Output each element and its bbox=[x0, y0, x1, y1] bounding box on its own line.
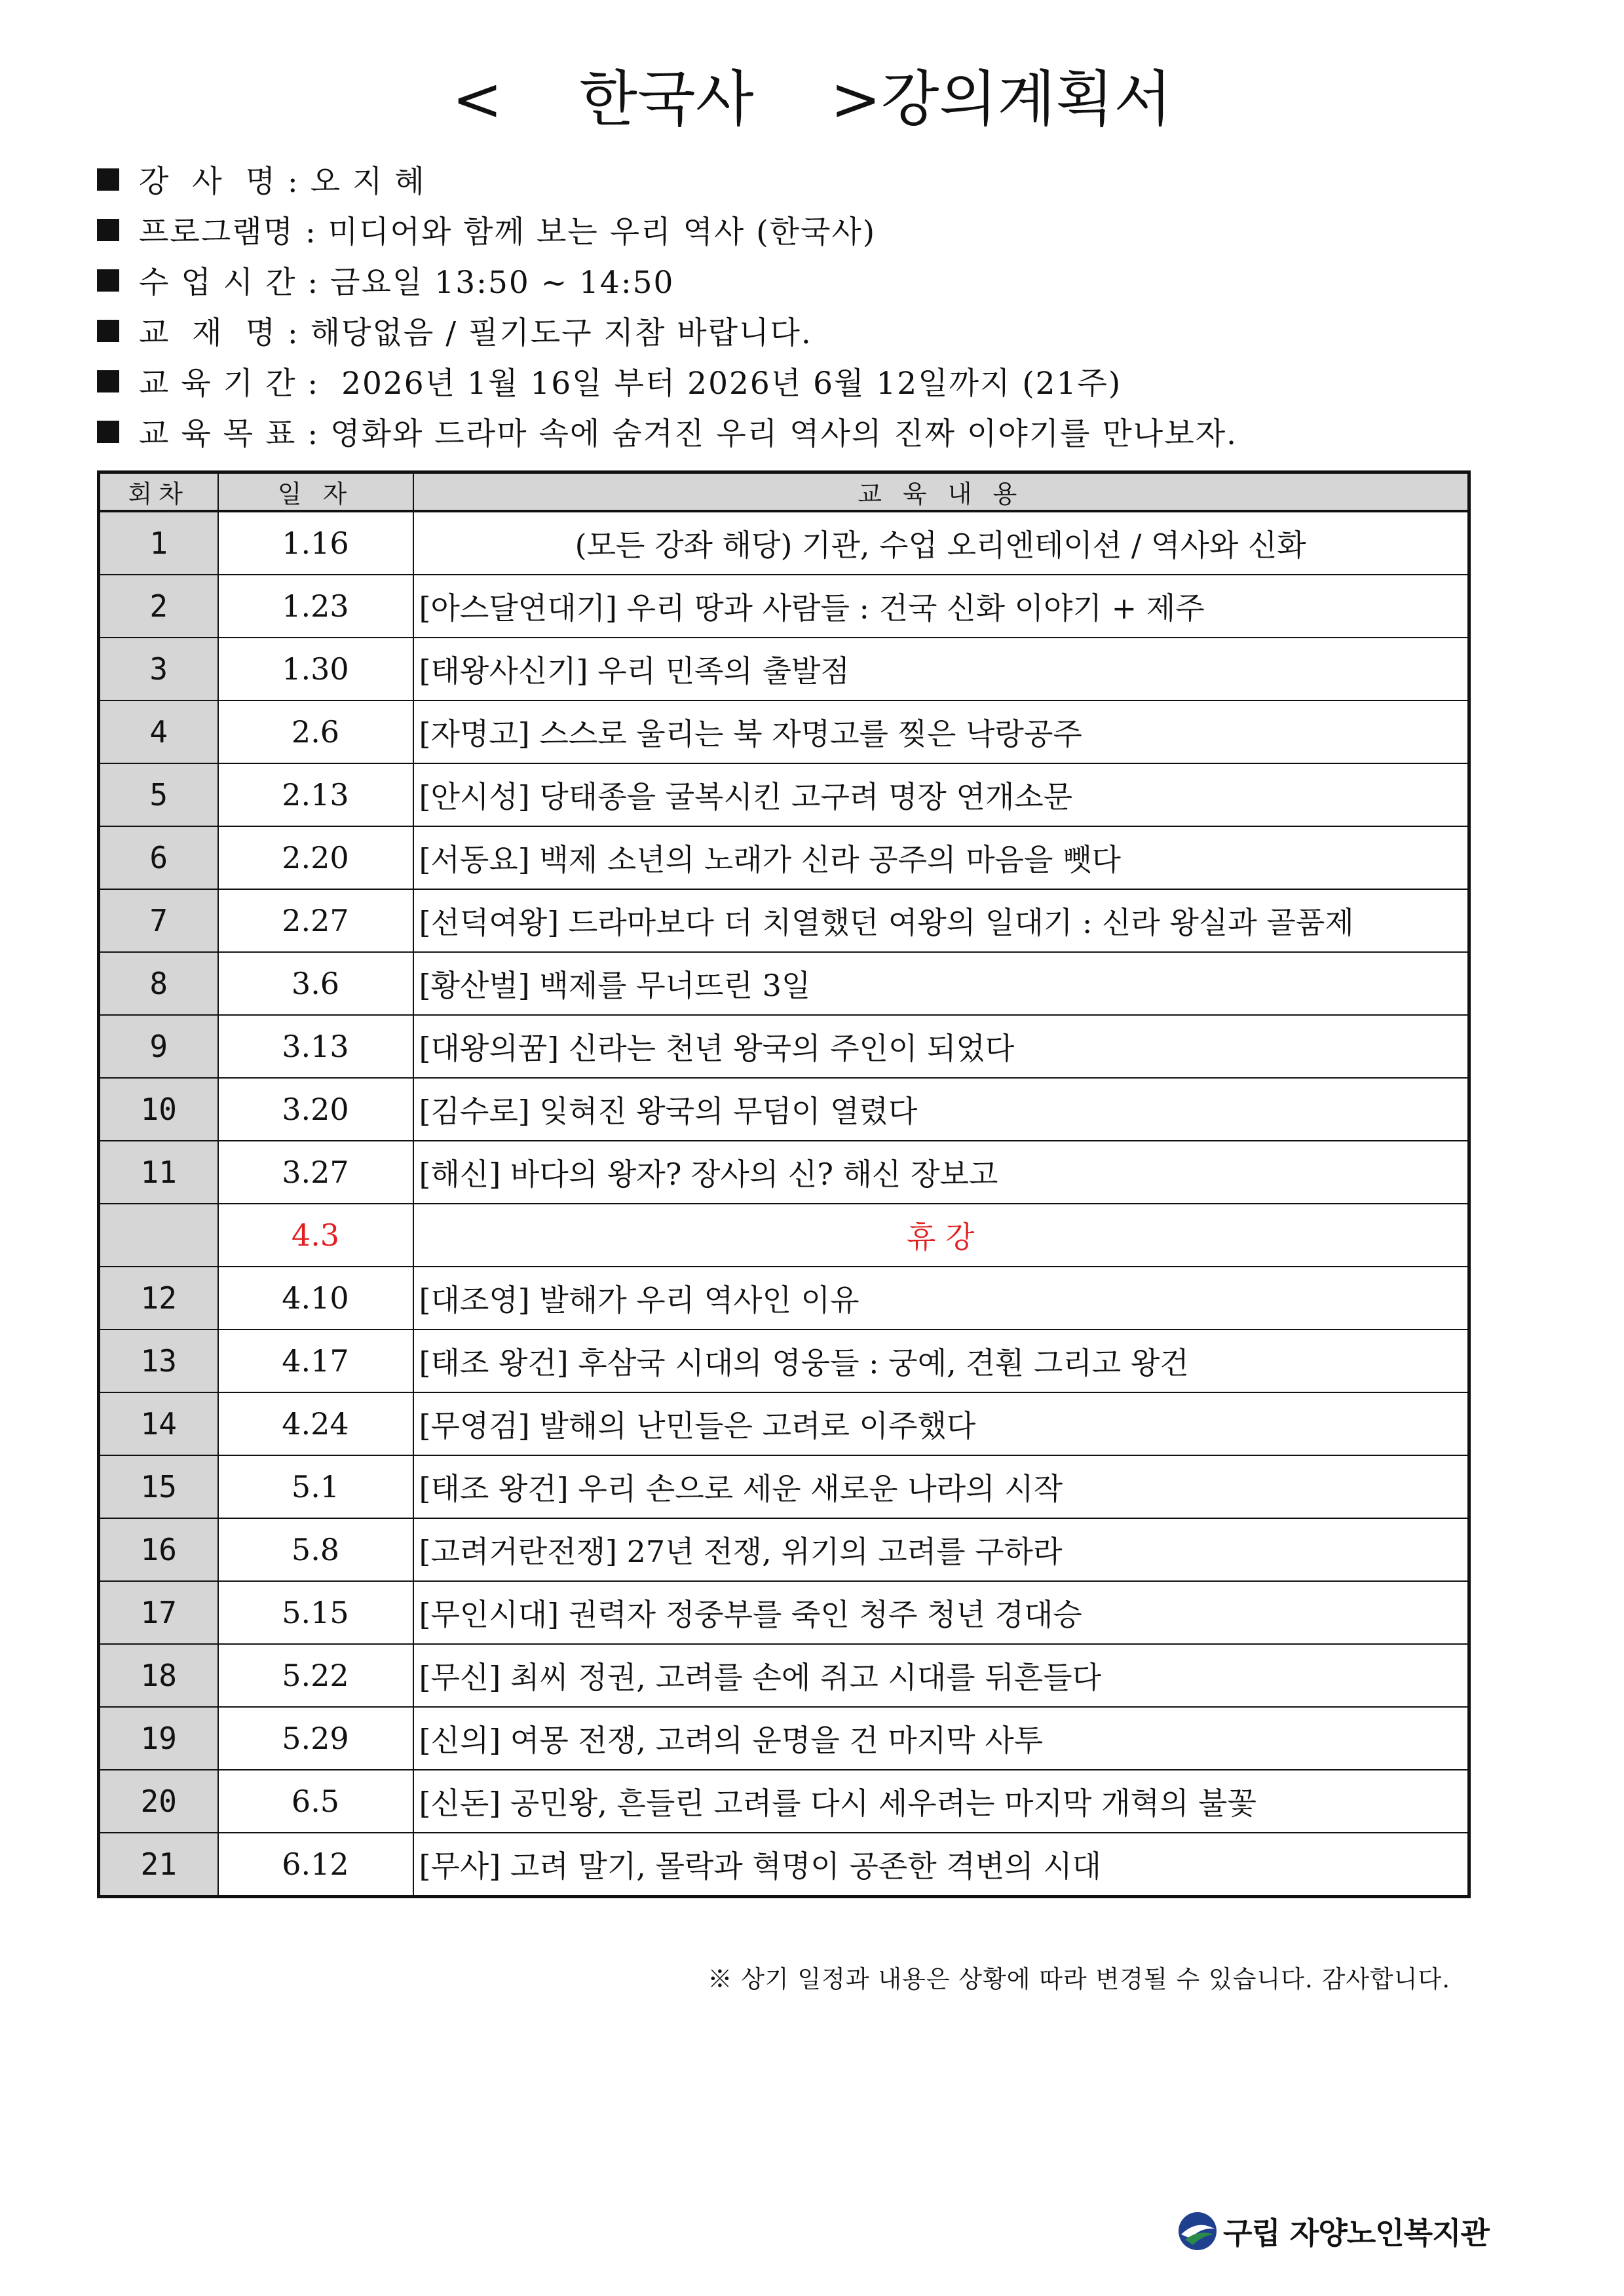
session-number-cell: 21 bbox=[99, 1833, 218, 1897]
date-cell: 4.24 bbox=[218, 1392, 413, 1455]
table-row bbox=[99, 826, 1469, 889]
table-body bbox=[99, 511, 1469, 1897]
content-cell: [무사] 고려 말기, 몰락과 혁명이 공존한 격변의 시대 bbox=[413, 1833, 1469, 1897]
header-content: 교 육 내 용 bbox=[413, 472, 1469, 512]
welfare-center-logo-icon bbox=[1176, 2210, 1219, 2253]
session-number-cell: 2 bbox=[99, 575, 218, 638]
date-cell: 3.13 bbox=[218, 1015, 413, 1078]
info-label: 강 사 명 : bbox=[139, 164, 311, 200]
table-row bbox=[99, 763, 1469, 826]
content-cell: [대왕의꿈] 신라는 천년 왕국의 주인이 되었다 bbox=[413, 1015, 1469, 1078]
session-number-cell: 13 bbox=[99, 1330, 218, 1392]
content-cell: [해신] 바다의 왕자? 장사의 신? 해신 장보고 bbox=[413, 1141, 1469, 1204]
table-row bbox=[99, 1204, 1469, 1267]
content-cell: [태조 왕건] 후삼국 시대의 영웅들 : 궁예, 견훤 그리고 왕건 bbox=[413, 1330, 1469, 1392]
session-number-cell: 18 bbox=[99, 1644, 218, 1707]
content-cell: [신돈] 공민왕, 흔들린 고려를 다시 세우려는 마지막 개혁의 불꽃 bbox=[413, 1770, 1469, 1833]
info-value: 미디어와 함께 보는 우리 역사 (한국사) bbox=[328, 214, 877, 250]
session-number-cell: 7 bbox=[99, 889, 218, 952]
header-session: 회차 bbox=[99, 472, 218, 512]
footnote: ※ 상기 일정과 내용은 상황에 따라 변경될 수 있습니다. 감사합니다. bbox=[708, 1965, 1450, 1993]
table-row bbox=[99, 1455, 1469, 1518]
date-cell: 6.5 bbox=[218, 1770, 413, 1833]
date-cell: 1.30 bbox=[218, 638, 413, 700]
bullet-square-icon bbox=[97, 219, 119, 241]
table-row bbox=[99, 1267, 1469, 1330]
table-row bbox=[99, 1581, 1469, 1644]
session-number-cell: 5 bbox=[99, 763, 218, 826]
date-cell: 4.17 bbox=[218, 1330, 413, 1392]
content-cell: [태조 왕건] 우리 손으로 세운 새로운 나라의 시작 bbox=[413, 1455, 1469, 1518]
table-row bbox=[99, 1644, 1469, 1707]
session-number-cell: 16 bbox=[99, 1518, 218, 1581]
lecture-plan-table bbox=[97, 470, 1471, 1898]
header-date: 일 자 bbox=[218, 472, 413, 512]
date-cell: 5.15 bbox=[218, 1581, 413, 1644]
date-cell: 5.1 bbox=[218, 1455, 413, 1518]
date-cell: 5.8 bbox=[218, 1518, 413, 1581]
session-number-cell: 17 bbox=[99, 1581, 218, 1644]
date-cell: 4.3 bbox=[218, 1204, 413, 1267]
date-cell: 1.16 bbox=[218, 511, 413, 575]
date-cell: 3.6 bbox=[218, 952, 413, 1015]
session-number-cell bbox=[99, 1204, 218, 1267]
session-number-cell: 10 bbox=[99, 1078, 218, 1141]
course-info bbox=[97, 154, 1538, 457]
content-cell: [아스달연대기] 우리 땅과 사람들 : 건국 신화 이야기 + 제주 bbox=[413, 575, 1469, 638]
table-row bbox=[99, 1518, 1469, 1581]
table-row bbox=[99, 700, 1469, 763]
bullet-square-icon bbox=[97, 421, 119, 443]
bullet-square-icon bbox=[97, 168, 119, 191]
session-number-cell: 6 bbox=[99, 826, 218, 889]
table-row bbox=[99, 1141, 1469, 1204]
session-number-cell: 19 bbox=[99, 1707, 218, 1770]
session-number-cell: 11 bbox=[99, 1141, 218, 1204]
organization-logo bbox=[1176, 2205, 1489, 2257]
content-cell: [무영검] 발해의 난민들은 고려로 이주했다 bbox=[413, 1392, 1469, 1455]
table-row bbox=[99, 511, 1469, 575]
table-row bbox=[99, 1015, 1469, 1078]
info-period bbox=[97, 356, 1538, 406]
session-number-cell: 1 bbox=[99, 511, 218, 575]
date-cell: 6.12 bbox=[218, 1833, 413, 1897]
session-number-cell: 3 bbox=[99, 638, 218, 700]
info-value: 2026년 1월 16일 부터 2026년 6월 12일까지 (21주) bbox=[330, 366, 1122, 402]
session-number-cell: 14 bbox=[99, 1392, 218, 1455]
table-row bbox=[99, 952, 1469, 1015]
content-cell: [선덕여왕] 드라마보다 더 치열했던 여왕의 일대기 : 신라 왕실과 골품제 bbox=[413, 889, 1469, 952]
info-label: 교 육 목 표 : bbox=[139, 416, 331, 452]
session-number-cell: 12 bbox=[99, 1267, 218, 1330]
date-cell: 5.29 bbox=[218, 1707, 413, 1770]
session-number-cell: 20 bbox=[99, 1770, 218, 1833]
info-value: 오 지 혜 bbox=[310, 164, 426, 200]
date-cell: 1.23 bbox=[218, 575, 413, 638]
bullet-square-icon bbox=[97, 269, 119, 292]
table-row bbox=[99, 638, 1469, 700]
content-cell: [고려거란전쟁] 27년 전쟁, 위기의 고려를 구하라 bbox=[413, 1518, 1469, 1581]
info-instructor bbox=[97, 154, 1538, 204]
page-title: < 한국사 >강의계획서 bbox=[451, 64, 1173, 134]
content-cell: (모든 강좌 해당) 기관, 수업 오리엔테이션 / 역사와 신화 bbox=[413, 511, 1469, 575]
table-header-row bbox=[99, 472, 1469, 512]
date-cell: 2.6 bbox=[218, 700, 413, 763]
info-value: 해당없음 / 필기도구 지참 바랍니다. bbox=[310, 315, 812, 351]
session-number-cell: 9 bbox=[99, 1015, 218, 1078]
bullet-square-icon bbox=[97, 320, 119, 342]
info-label: 수 업 시 간 : bbox=[139, 265, 331, 301]
table-row bbox=[99, 1078, 1469, 1141]
session-number-cell: 4 bbox=[99, 700, 218, 763]
table-row bbox=[99, 1707, 1469, 1770]
session-number-cell: 15 bbox=[99, 1455, 218, 1518]
table-row bbox=[99, 1330, 1469, 1392]
table-row bbox=[99, 1833, 1469, 1897]
info-label: 교 재 명 : bbox=[139, 315, 311, 351]
date-cell: 2.20 bbox=[218, 826, 413, 889]
content-cell: [안시성] 당태종을 굴복시킨 고구려 명장 연개소문 bbox=[413, 763, 1469, 826]
content-cell: [자명고] 스스로 울리는 북 자명고를 찢은 낙랑공주 bbox=[413, 700, 1469, 763]
date-cell: 2.13 bbox=[218, 763, 413, 826]
content-cell: [서동요] 백제 소년의 노래가 신라 공주의 마음을 뺏다 bbox=[413, 826, 1469, 889]
content-cell: [황산벌] 백제를 무너뜨린 3일 bbox=[413, 952, 1469, 1015]
session-number-cell: 8 bbox=[99, 952, 218, 1015]
table-row bbox=[99, 1770, 1469, 1833]
content-cell: [무신] 최씨 정권, 고려를 손에 쥐고 시대를 뒤흔들다 bbox=[413, 1644, 1469, 1707]
date-cell: 5.22 bbox=[218, 1644, 413, 1707]
content-cell: [대조영] 발해가 우리 역사인 이유 bbox=[413, 1267, 1469, 1330]
content-cell: [신의] 여몽 전쟁, 고려의 운명을 건 마지막 사투 bbox=[413, 1707, 1469, 1770]
date-cell: 3.27 bbox=[218, 1141, 413, 1204]
content-cell: [태왕사신기] 우리 민족의 출발점 bbox=[413, 638, 1469, 700]
table-row bbox=[99, 575, 1469, 638]
date-cell: 3.20 bbox=[218, 1078, 413, 1141]
table-row bbox=[99, 889, 1469, 952]
organization-name: 구립 자양노인복지관 bbox=[1223, 2215, 1489, 2251]
content-cell: [무인시대] 권력자 정중부를 죽인 청주 청년 경대승 bbox=[413, 1581, 1469, 1644]
info-value: 영화와 드라마 속에 숨겨진 우리 역사의 진짜 이야기를 만나보자. bbox=[330, 416, 1238, 452]
info-value: 금요일 13:50 ~ 14:50 bbox=[330, 265, 675, 301]
info-program bbox=[97, 204, 1538, 255]
info-textbook bbox=[97, 305, 1538, 356]
bullet-square-icon bbox=[97, 370, 119, 392]
info-label: 프로그램명 : bbox=[139, 214, 328, 250]
content-cell: 휴 강 bbox=[413, 1204, 1469, 1267]
info-class-time bbox=[97, 255, 1538, 305]
date-cell: 2.27 bbox=[218, 889, 413, 952]
date-cell: 4.10 bbox=[218, 1267, 413, 1330]
info-label: 교 육 기 간 : bbox=[139, 366, 331, 402]
table-row bbox=[99, 1392, 1469, 1455]
content-cell: [김수로] 잊혀진 왕국의 무덤이 열렸다 bbox=[413, 1078, 1469, 1141]
info-objective bbox=[97, 406, 1538, 457]
